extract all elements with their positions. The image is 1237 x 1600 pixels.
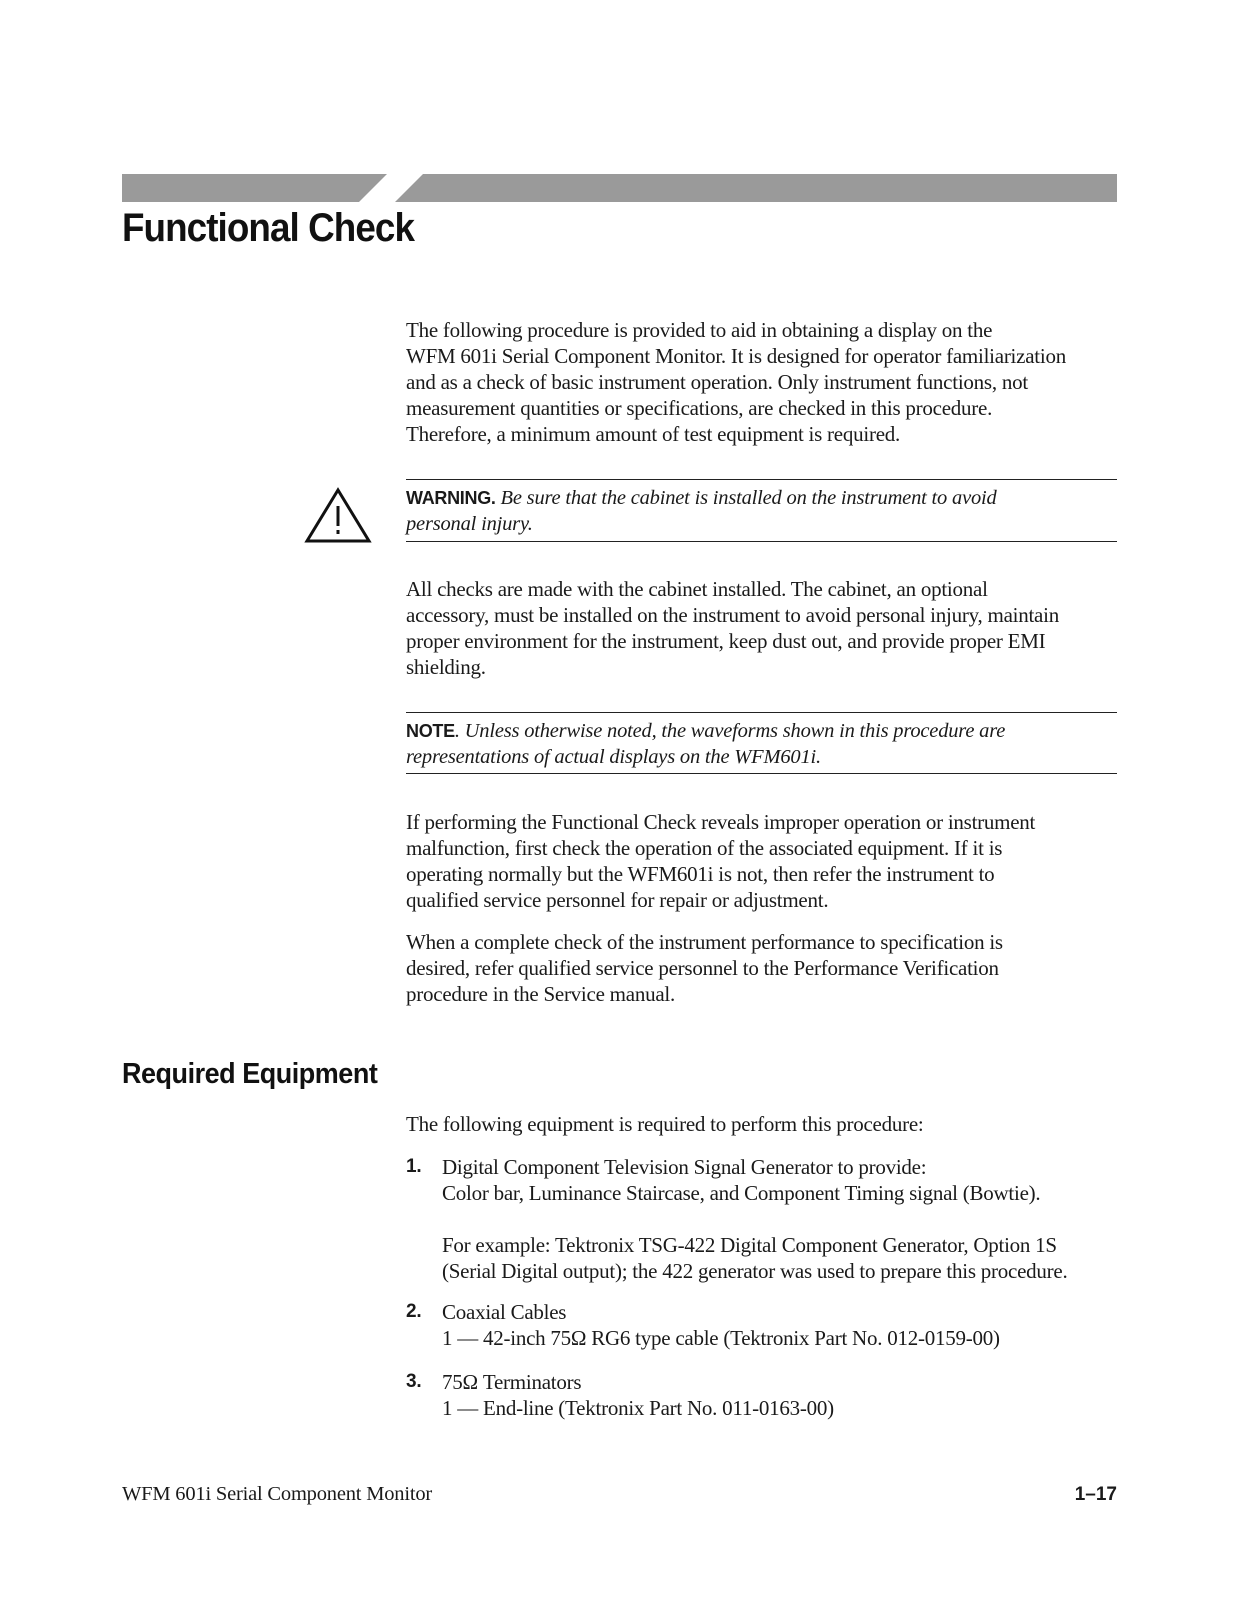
cabinet-line: proper environment for the instrument, keep dust out, and provide proper EMI: [406, 629, 1046, 653]
warning-text: Be sure that the cabinet is installed on the instrument to avoid: [495, 487, 997, 509]
list-number: 3.: [406, 1371, 422, 1392]
list-item-text: 1 — End-line (Tektronix Part No. 011-0163-00): [442, 1396, 834, 1420]
footer-document-title: WFM 601i Serial Component Monitor: [122, 1483, 432, 1505]
intro-line: WFM 601i Serial Component Monitor. It is designed for operator familiarization: [406, 344, 1066, 368]
intro-paragraph: [406, 317, 1121, 447]
list-item-text: Coaxial Cables: [442, 1300, 567, 1324]
note-top-rule: [406, 712, 1117, 713]
list-item-text: 1 — 42-inch 75Ω RG6 type cable (Tektronix Part No. 012-0159-00): [442, 1326, 1000, 1350]
warning-bottom-rule: [406, 541, 1117, 542]
cabinet-line: accessory, must be installed on the instrument to avoid personal injury, maintain: [406, 603, 1059, 627]
footer-page-number: 1–17: [1074, 1484, 1117, 1505]
cabinet-line: All checks are made with the cabinet installed. The cabinet, an optional: [406, 577, 988, 601]
performance-line: procedure in the Service manual.: [406, 982, 675, 1006]
list-item-text: Color bar, Luminance Staircase, and Component Timing signal (Bowtie).: [442, 1181, 1041, 1205]
warning-notice: [406, 485, 1117, 537]
note-notice: [406, 718, 1117, 770]
performance-line: When a complete check of the instrument performance to specification is: [406, 930, 1003, 954]
performance-line: desired, refer qualified service personnel to the Performance Verification: [406, 956, 999, 980]
section-header-bar: [122, 174, 1117, 202]
section-heading-required-equipment: Required Equipment: [122, 1058, 378, 1090]
note-text: representations of actual displays on the WFM601i.: [406, 746, 821, 768]
list-number: 1.: [406, 1156, 422, 1177]
intro-line: and as a check of basic instrument operation. Only instrument functions, not: [406, 370, 1028, 394]
note-bottom-rule: [406, 773, 1117, 774]
warning-label: WARNING.: [406, 488, 496, 508]
intro-line: measurement quantities or specifications, are checked in this procedure.: [406, 396, 993, 420]
list-item-text: (Serial Digital output); the 422 generator was used to prepare this procedure.: [442, 1259, 1068, 1283]
intro-line: The following procedure is provided to aid in obtaining a display on the: [406, 318, 993, 342]
list-item-text: Digital Component Television Signal Generator to provide:: [442, 1155, 927, 1179]
warning-top-rule: [406, 479, 1117, 480]
malfunction-line: operating normally but the WFM601i is not, then refer the instrument to: [406, 862, 995, 886]
list-item-text: For example: Tektronix TSG-422 Digital Component Generator, Option 1S: [442, 1233, 1057, 1257]
equipment-intro: The following equipment is required to perform this procedure:: [406, 1112, 924, 1136]
cabinet-paragraph: [406, 576, 1121, 680]
malfunction-line: qualified service personnel for repair or adjustment.: [406, 888, 829, 912]
malfunction-paragraph: [406, 809, 1121, 913]
note-label: NOTE: [406, 721, 455, 741]
header-bar-slash: [359, 174, 423, 202]
malfunction-line: If performing the Functional Check reveals improper operation or instrument: [406, 810, 1036, 834]
malfunction-line: malfunction, first check the operation of the associated equipment. If it is: [406, 836, 1003, 860]
intro-line: Therefore, a minimum amount of test equipment is required.: [406, 422, 901, 446]
warning-triangle-icon: [304, 486, 372, 544]
page-title: Functional Check: [122, 206, 414, 250]
list-number: 2.: [406, 1301, 422, 1322]
list-item-text: 75Ω Terminators: [442, 1370, 582, 1394]
warning-text: personal injury.: [406, 513, 533, 535]
note-text: . Unless otherwise noted, the waveforms shown in this procedure are: [454, 720, 1006, 742]
performance-paragraph: [406, 929, 1121, 1007]
cabinet-line: shielding.: [406, 655, 486, 679]
